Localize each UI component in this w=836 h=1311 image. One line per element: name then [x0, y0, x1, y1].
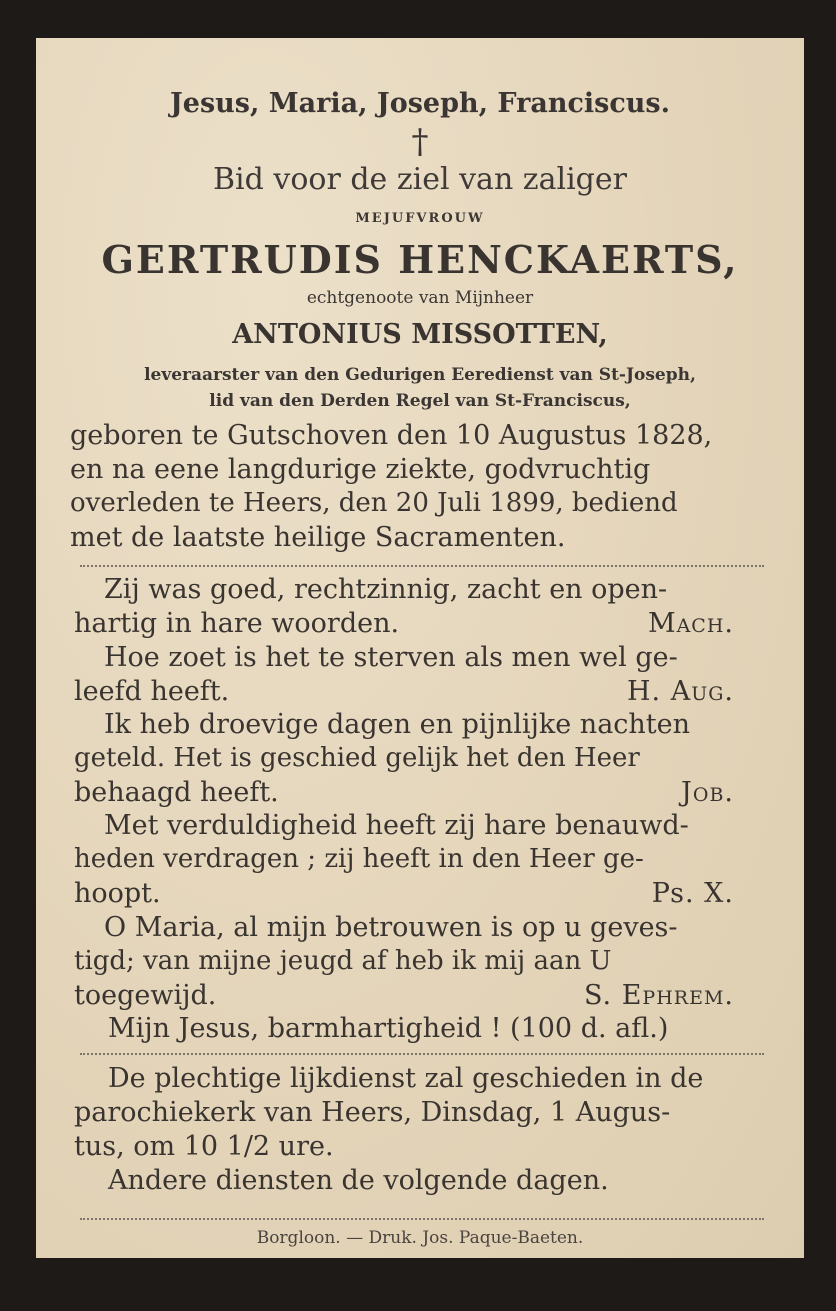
quote-2-reference: H. Aug. [627, 676, 734, 707]
quote-5-reference: S. Ephrem. [584, 980, 734, 1011]
quote-1-text: hartig in hare woorden. [74, 608, 400, 639]
quote-5-text: toegewijd. [74, 980, 217, 1011]
dotted-divider [80, 1218, 764, 1220]
prayer-line: Bid voor de ziel van zaliger [213, 162, 627, 197]
bio-line-1: geboren te Gutschoven den 10 Augustus 1828, [70, 420, 713, 451]
quote-3-line-2: geteld. Het is geschied gelijk het den Heer [74, 743, 640, 773]
invocation: Jesus, Maria, Joseph, Franciscus. [169, 88, 671, 119]
quote-4-line-2: heden verdragen ; zij heeft in den Heer ge- [74, 844, 644, 874]
service-line-1: De plechtige lijkdienst zal geschieden in de [108, 1063, 704, 1094]
quote-1-line-1: Zij was goed, rechtzinnig, zacht en open- [104, 574, 668, 605]
quote-4-reference: Ps. X. [651, 878, 734, 909]
quote-2-line-1: Hoe zoet is het te sterven als men wel ge- [104, 642, 678, 673]
quote-3-line-1: Ik heb droevige dagen en pijnlijke nachten [104, 709, 691, 740]
relation-line: echtgenoote van Mijnheer [306, 288, 534, 308]
spouse-name: ANTONIUS MISSOTTEN, [232, 319, 608, 350]
quote-2-text: leefd heeft. [74, 676, 230, 707]
service-line-2: parochiekerk van Heers, Dinsdag, 1 Augus- [74, 1097, 671, 1128]
bio-line-2: en na eene langdurige ziekte, godvruchtig [70, 454, 651, 485]
quote-4-text: hoopt. [74, 878, 161, 909]
quote-4-line-3 [74, 878, 734, 909]
service-line-4: Andere diensten de volgende dagen. [108, 1165, 609, 1196]
indulgence-prayer: Mijn Jesus, barmhartigheid ! (100 d. afl.) [108, 1013, 669, 1044]
deceased-name: GERTRUDIS HENCKAERTS, [101, 237, 739, 282]
quote-5-line-1: O Maria, al mijn betrouwen is op u geves- [104, 912, 678, 943]
printer-imprint: Borgloon. — Druk. Jos. Paque-Baeten. [256, 1228, 584, 1248]
title-prefix: MEJUFVROUW [355, 211, 485, 226]
quote-5-line-2: tigd; van mijne jeugd af heb ik mij aan U [74, 946, 612, 976]
quote-3-text: behaagd heeft. [74, 777, 279, 808]
quote-5-line-3 [74, 980, 734, 1011]
quote-1-reference: Mach. [647, 608, 734, 639]
service-line-3: tus, om 10 1/2 ure. [74, 1131, 334, 1162]
role-line-1: leveraarster van den Gedurigen Eeredienst van St-Joseph, [144, 365, 696, 385]
dotted-divider [80, 565, 764, 567]
memorial-card [36, 38, 804, 1258]
role-line-2: lid van den Derden Regel van St-Franciscus, [209, 391, 631, 411]
quote-3-reference: Job. [681, 777, 734, 808]
cross-icon: † [411, 122, 429, 162]
quote-4-line-1: Met verduldigheid heeft zij hare benauwd- [104, 810, 689, 841]
dotted-divider [80, 1053, 764, 1055]
bio-line-4: met de laatste heilige Sacramenten. [70, 522, 566, 553]
quote-1-line-2 [74, 608, 734, 639]
quote-2-line-2 [74, 676, 734, 707]
bio-line-3: overleden te Heers, den 20 Juli 1899, bediend [70, 488, 678, 518]
quote-3-line-3 [74, 777, 734, 808]
